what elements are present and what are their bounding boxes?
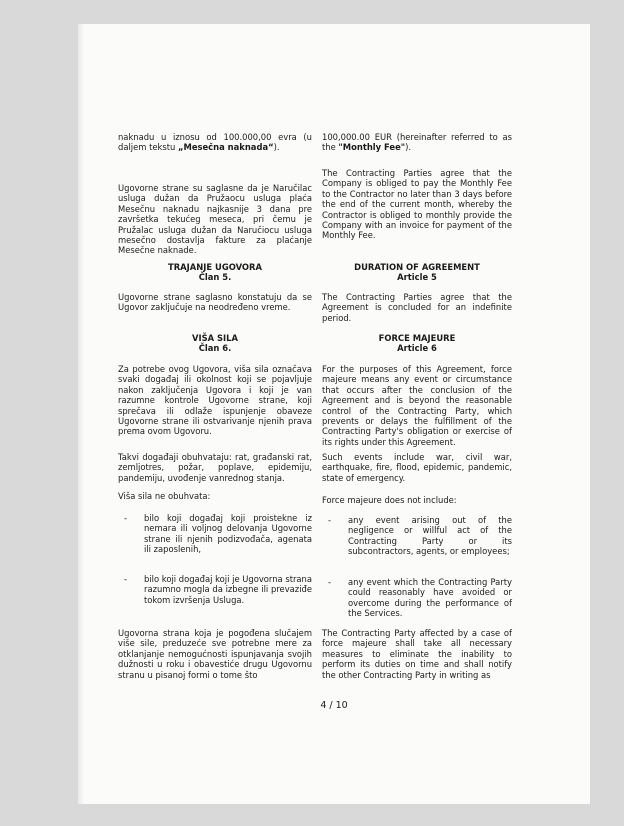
section-heading-duration xyxy=(322,262,512,283)
section-title: TRAJANJE UGOVORA xyxy=(168,262,262,272)
duration-paragraph: The Contracting Parties agree that the Agreement is concluded for an indefinite period. xyxy=(322,292,512,323)
section-title: DURATION OF AGREEMENT xyxy=(354,262,480,272)
list-dash: - xyxy=(124,513,128,523)
list-item-text: any event which the Contracting Party could reasonably have avoided or overcome during the performance of the Services. xyxy=(348,577,512,619)
section-heading-force-majeure xyxy=(118,333,312,354)
section-heading-duration xyxy=(118,262,312,283)
fee-term: "Monthly Fee" xyxy=(338,142,406,153)
fee-term: „Mesečna naknada“ xyxy=(177,142,274,153)
list-dash: - xyxy=(124,574,128,584)
payment-paragraph: Ugovorne strane su saglasne da je Naručilac usluga dužan da Pružaocu usluga plaća Mesečnu naknadu najkasnije 3 dana pre završetka tekućeg meseca, pri čemu je Pružalac usluga dužan da Naručiocu usluga mesečno dostavlja fakture za plaćanje Mesečne naknade. xyxy=(118,183,312,256)
article-number: Article 6 xyxy=(397,343,437,354)
notification-paragraph: The Contracting Party affected by a case of force majeure shall take all necessary measures to eliminate the inability to perform its duties on time and shall notify the other Contracting Party in writing as xyxy=(322,628,512,680)
article-number: Član 6. xyxy=(198,343,232,354)
list-item xyxy=(328,515,512,567)
events-paragraph: Takvi događaji obuhvataju: rat, građanski rat, zemljotres, požar, poplave, epidemiju, pandemiju, uvođenje vanrednog stanja. xyxy=(118,452,312,483)
fee-text-end: ). xyxy=(273,142,280,153)
list-dash: - xyxy=(328,515,332,525)
exclusions-intro: Force majeure does not include: xyxy=(322,495,457,505)
section-title: FORCE MAJEURE xyxy=(378,333,456,343)
fee-clause-continued xyxy=(322,132,512,153)
payment-paragraph: The Contracting Parties agree that the Company is obliged to pay the Monthly Fee to the Contractor no later than 3 days before the end of the current month, whereby the Contractor is obliged to monthly provide the Company with an invoice for payment of the Monthly Fee. xyxy=(322,168,512,241)
list-item-text: bilo koji događaj koji proistekne iz nemara ili voljnog delovanja Ugovorne strane ili njenih podizvođača, agenata ili zaposlenih, xyxy=(144,513,312,555)
section-heading-force-majeure xyxy=(322,333,512,354)
page-edge-shadow xyxy=(78,24,84,804)
list-item xyxy=(328,577,512,619)
list-item xyxy=(124,574,312,606)
exclusions-intro: Viša sila ne obuhvata: xyxy=(118,491,211,501)
fee-clause-continued xyxy=(118,132,312,153)
events-paragraph: Such events include war, civil war, earthquake, fire, flood, epidemic, pandemic, state of emergency. xyxy=(322,452,512,483)
force-majeure-definition: Za potrebe ovog Ugovora, viša sila označava svaki događaj ili okolnost koji se pojavljuje nakon zaključenja Ugovora i koji je van razumne kontrole Ugovorne strane, koji sprečava ili odlaže ispunjenje obaveze Ugovorne strane ili ostvarivanje njenih prava prema ovom Ugovoru. xyxy=(118,364,312,437)
fee-text: naknadu u iznosu od 100.000,00 evra (u daljem tekstu xyxy=(118,132,312,153)
article-number: Član 5. xyxy=(198,272,232,283)
list-item-text: any event arising out of the negligence or willful act of the Contracting Party or its subcontractors, agents, or employees; xyxy=(348,515,512,557)
force-majeure-definition: For the purposes of this Agreement, force majeure means any event or circumstance that occurs after the conclusion of the Agreement and is beyond the reasonable control of the Contracting Party, which prevents or delays the fulfillment of the Contracting Party's obligation or exercise of its rights under this Agreement. xyxy=(322,364,512,447)
list-dash: - xyxy=(328,577,332,587)
fee-text: 100,000.00 EUR (hereinafter referred to as the xyxy=(322,132,512,153)
fee-text-end: ). xyxy=(405,142,412,153)
duration-paragraph: Ugovorne strane saglasno konstatuju da se Ugovor zaključuje na neodređeno vreme. xyxy=(118,292,312,313)
document-page xyxy=(78,24,590,804)
section-title: VIŠA SILA xyxy=(192,333,238,343)
list-item-text: bilo koji događaj koji je Ugovorna strana razumno mogla da izbegne ili prevaziđe tokom izvršenja Usluga. xyxy=(144,574,312,605)
notification-paragraph: Ugovorna strana koja je pogođena slučajem više sile, preduzeće sve potrebne mere za otklanjanje nemogućnosti ispunjavanja svojih dužnosti u roku i obavestiće drugu Ugovornu stranu u pisanoj formi o tome što xyxy=(118,628,312,680)
page-number: 4 / 10 xyxy=(320,700,348,711)
article-number: Article 5 xyxy=(397,272,437,283)
list-item xyxy=(124,513,312,555)
